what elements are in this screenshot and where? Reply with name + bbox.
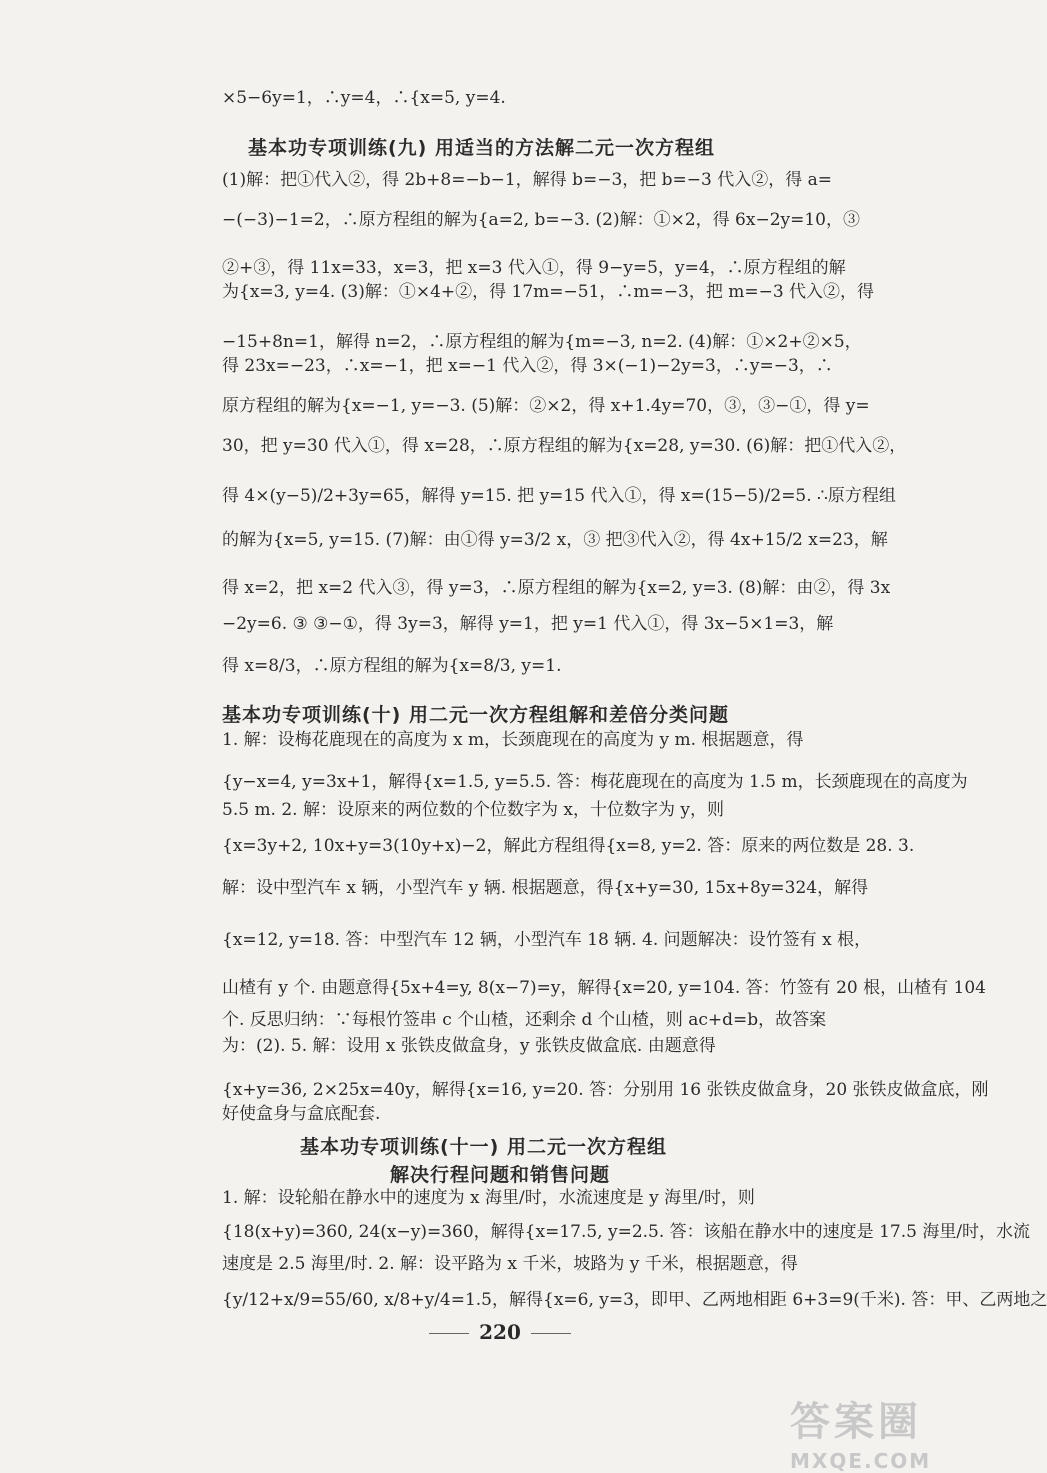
text-line: ×5−6y=1，∴y=4，∴{x=5, y=4. bbox=[222, 88, 506, 108]
text-line: 为：(2). 5. 解：设用 x 张铁皮做盒身，y 张铁皮做盒底. 由题意得 bbox=[222, 1036, 716, 1056]
text-line: 1. 解：设轮船在静水中的速度为 x 海里/时，水流速度是 y 海里/时，则 bbox=[222, 1188, 755, 1208]
text-line: {x+y=36, 2×25x=40y，解得{x=16, y=20. 答：分别用 16 张铁皮做盒身，20 张铁皮做盒底，刚 bbox=[222, 1080, 989, 1100]
section-heading: 解决行程问题和销售问题 bbox=[390, 1164, 611, 1186]
text-line: 的解为{x=5, y=15. (7)解：由①得 y=3/2 x，③ 把③代入②，得 4x+15/2 x=23，解 bbox=[222, 530, 888, 550]
text-line: 得 4×(y−5)/2+3y=65，解得 y=15. 把 y=15 代入①，得 x=(15−5)/2=5. ∴原方程组 bbox=[222, 486, 896, 506]
watermark bbox=[790, 1390, 980, 1473]
text-line: 1. 解：设梅花鹿现在的高度为 x m，长颈鹿现在的高度为 y m. 根据题意，得 bbox=[222, 730, 804, 750]
text-line: −(−3)−1=2，∴原方程组的解为{a=2, b=−3. (2)解：①×2，得 6x−2y=10，③ bbox=[222, 210, 860, 230]
text-line: (1)解：把①代入②，得 2b+8=−b−1，解得 b=−3，把 b=−3 代入②，得 a= bbox=[222, 170, 833, 190]
text-line: 速度是 2.5 海里/时. 2. 解：设平路为 x 千米，坡路为 y 千米，根据题意，得 bbox=[222, 1254, 798, 1274]
text-line: 为{x=3, y=4. (3)解：①×4+②，得 17m=−51，∴m=−3，把 m=−3 代入②，得 bbox=[222, 282, 875, 302]
section-heading: 基本功专项训练(十一) 用二元一次方程组 bbox=[300, 1136, 667, 1158]
text-line: 解：设中型汽车 x 辆，小型汽车 y 辆. 根据题意，得{x+y=30, 15x+8y=324，解得 bbox=[222, 878, 869, 898]
section-heading: 基本功专项训练(九) 用适当的方法解二元一次方程组 bbox=[248, 137, 715, 159]
text-line: −2y=6. ③ ③−①，得 3y=3，解得 y=1，把 y=1 代入①，得 3x−5×1=3，解 bbox=[222, 614, 834, 634]
text-line: {x=3y+2, 10x+y=3(10y+x)−2，解此方程组得{x=8, y=2. 答：原来的两位数是 28. 3. bbox=[222, 836, 915, 856]
text-line: {18(x+y)=360, 24(x−y)=360，解得{x=17.5, y=2.5. 答：该船在静水中的速度是 17.5 海里/时，水流 bbox=[222, 1222, 1031, 1242]
text-line: 得 23x=−23，∴x=−1，把 x=−1 代入②，得 3×(−1)−2y=3，∴y=−3，∴ bbox=[222, 356, 833, 376]
text-line: 30，把 y=30 代入①，得 x=28，∴原方程组的解为{x=28, y=30. (6)解：把①代入②， bbox=[222, 436, 907, 456]
text-line: {y−x=4, y=3x+1，解得{x=1.5, y=5.5. 答：梅花鹿现在的高度为 1.5 m，长颈鹿现在的高度为 bbox=[222, 772, 968, 792]
text-line: 好使盒身与盒底配套. bbox=[222, 1104, 381, 1124]
text-line: 得 x=8/3，∴原方程组的解为{x=8/3, y=1. bbox=[222, 656, 562, 676]
page-number: 220 bbox=[0, 1320, 1000, 1344]
text-line: {y/12+x/9=55/60, x/8+y/4=1.5，解得{x=6, y=3，即甲、乙两地相距 6+3=9(千米). 答：甲、乙两地之 bbox=[222, 1290, 1047, 1310]
text-line: {x=12, y=18. 答：中型汽车 12 辆，小型汽车 18 辆. 4. 问题解决：设竹签有 x 根， bbox=[222, 930, 872, 950]
text-line: 个. 反思归纳：∵每根竹签串 c 个山楂，还剩余 d 个山楂，则 ac+d=b，故答案 bbox=[222, 1010, 827, 1030]
watermark-logo: 答案圈 bbox=[790, 1399, 922, 1445]
text-line: 5.5 m. 2. 解：设原来的两位数的个位数字为 x，十位数字为 y，则 bbox=[222, 800, 724, 820]
text-line: 得 x=2，把 x=2 代入③，得 y=3，∴原方程组的解为{x=2, y=3. (8)解：由②，得 3x bbox=[222, 578, 891, 598]
text-line: 山楂有 y 个. 由题意得{5x+4=y, 8(x−7)=y，解得{x=20, y=104. 答：竹签有 20 根，山楂有 104 bbox=[222, 978, 986, 998]
text-line: −15+8n=1，解得 n=2，∴原方程组的解为{m=−3, n=2. (4)解：①×2+②×5， bbox=[222, 332, 862, 352]
section-heading: 基本功专项训练(十) 用二元一次方程组解和差倍分类问题 bbox=[222, 704, 729, 726]
text-line: 原方程组的解为{x=−1, y=−3. (5)解：②×2，得 x+1.4y=70，③，③−①，得 y= bbox=[222, 396, 870, 416]
watermark-url: MXQE.COM bbox=[790, 1449, 932, 1473]
text-line: ②+③，得 11x=33，x=3，把 x=3 代入①，得 9−y=5，y=4，∴原方程组的解 bbox=[222, 258, 846, 278]
